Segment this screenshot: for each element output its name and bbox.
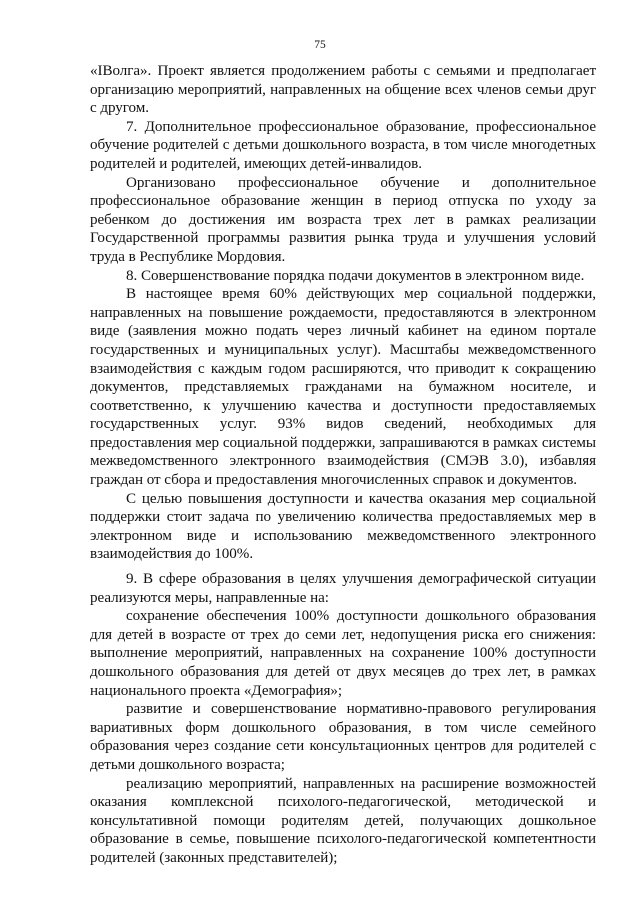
list-item-parent-support: реализацию мероприятий, направленных на расширение возможностей оказания комплексной психолого-педагогической, методической и консультативной помощи родителям детей, получающих дошкольное образование в семье, повышение психолого-педагогической компетентности родителей (законных представителей); bbox=[90, 775, 596, 866]
paragraph-electronic-services: В настоящее время 60% действующих мер социальной поддержки, направленных на повышение рождаемости, предоставляются в электронном виде (заявления можно подать через личный кабинет на едином портале государственных и муниципальных услуг). Масштабы межведомственного взаимодействия с каждым годом расширяются, что приводит к сокращению документов, представляемых гражданами на бумажном носителе, и соответственно, к улучшению качества и доступности предоставляемых государственных услуг. 93% видов сведений, необходимых для предоставления мер социальной поддержки, запрашиваются в рамках системы межведомственного электронного взаимодействия (СМЭВ 3.0), избавляя граждан от сбора и предоставления многочисленных справок и документов. bbox=[90, 286, 596, 489]
document-body bbox=[90, 62, 596, 868]
paragraph-training-women: Организовано профессиональное обучение и дополнительное профессиональное образование женщин в период отпуска по уходу за ребенком до достижения им возраста трех лет в рамках реализации Государственной программы развития рынка труда и улучшения условий труда в Республике Мордовия. bbox=[90, 174, 596, 265]
page-number: 75 bbox=[314, 39, 326, 51]
list-item-preschool-access: сохранение обеспечения 100% доступности дошкольного образования для детей в возрасте от трех до семи лет, недопущения риска его снижения: выполнение мероприятий, направленных на сохранение 100% доступности дошкольного образования для детей от двух месяцев до трех лет, в рамках национального проекта «Демография»; bbox=[90, 608, 596, 699]
paragraph-item-7: 7. Дополнительное профессиональное образование, профессиональное обучение родителей с детьми дошкольного возраста, в том числе многодетных родителей и родителей, имеющих детей-инвалидов. bbox=[90, 118, 596, 172]
paragraph-item-8: 8. Совершенствование порядка подачи документов в электронном виде. bbox=[126, 267, 585, 284]
paragraph-ivolga-project: «IВолга». Проект является продолжением работы с семьями и предполагает организацию мероприятий, направленных на общение всех членов семьи друг с другом. bbox=[90, 63, 596, 117]
paragraph-item-9: 9. В сфере образования в целях улучшения демографической ситуации реализуются меры, направленные на: bbox=[90, 571, 596, 606]
paragraph-accessibility-goal: С целью повышения доступности и качества оказания мер социальной поддержки стоит задача по увеличению количества предоставляемых мер в электронном виде и использованию межведомственного электронного взаимодействия до 100%. bbox=[90, 490, 596, 563]
list-item-regulation-development: развитие и совершенствование нормативно-правового регулирования вариативных форм дошкольного образования, в том числе семейного образования через создание сети консультационных центров для родителей с детьми дошкольного возраста; bbox=[90, 701, 596, 773]
